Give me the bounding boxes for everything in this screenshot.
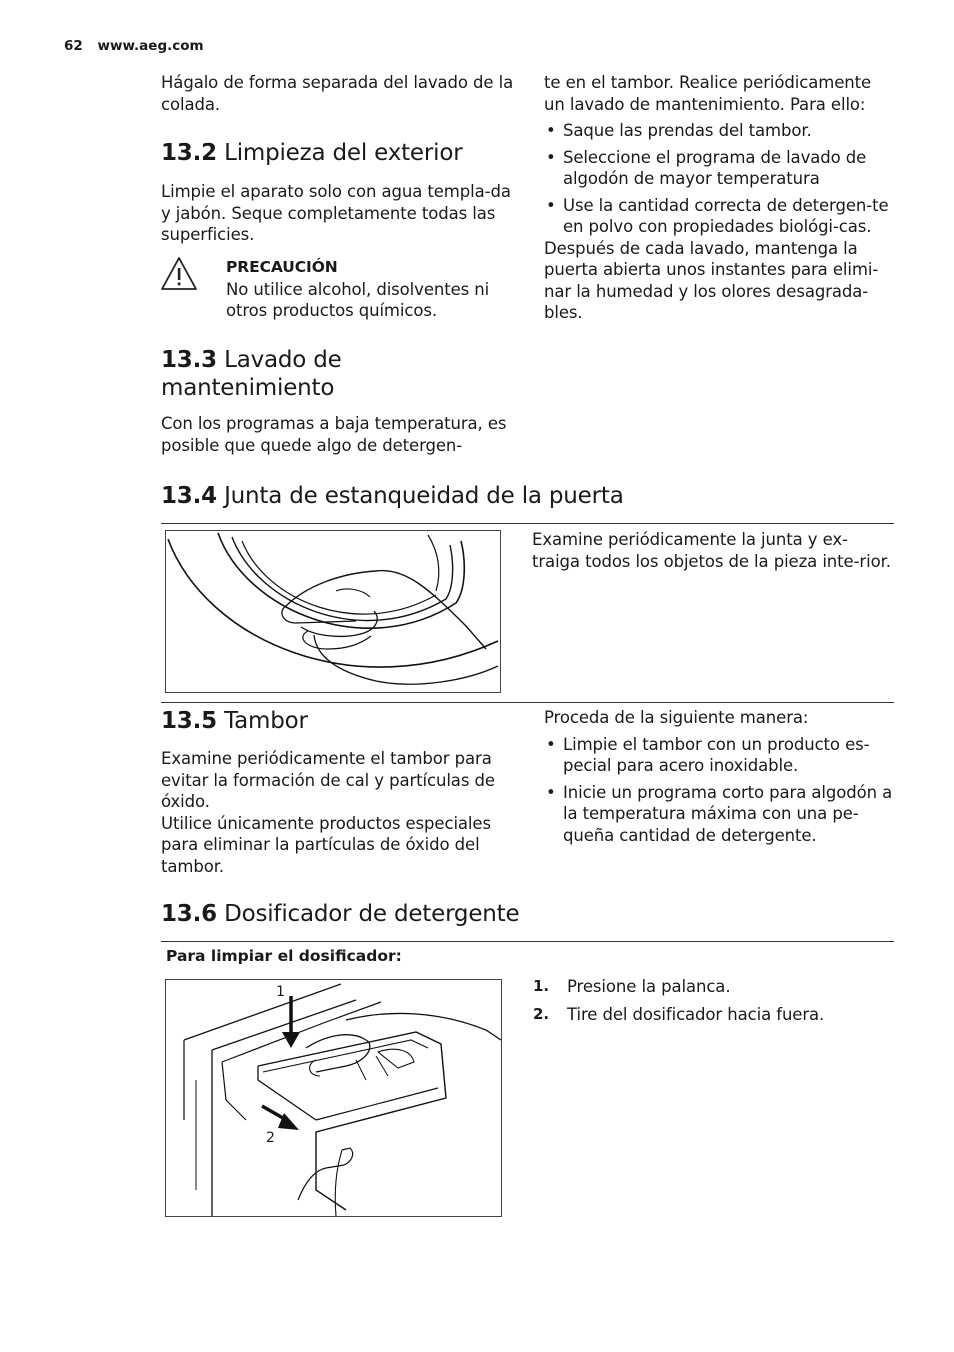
- section-rule: [161, 941, 894, 942]
- step-number: 1.: [533, 977, 549, 995]
- section-13-5-heading: 13.5 Tambor: [161, 708, 308, 734]
- after-wash-text: Después de cada lavado, mantenga la puerta abierta unos instantes para elimi-nar la humedad y los olores desagrada-bles.: [544, 238, 879, 322]
- step-text: Tire del dosificador hacia fuera.: [567, 1004, 825, 1024]
- intro-text: Hágalo de forma separada del lavado de la colada.: [161, 73, 514, 114]
- step-item: [533, 976, 893, 998]
- maintenance-bullets: [544, 120, 894, 238]
- list-item: • Use la cantidad correcta de detergen-te en polvo con propiedades biológi-cas.: [544, 195, 894, 238]
- section-13-4-heading: 13.4 Junta de estanqueidad de la puerta: [161, 483, 624, 509]
- dispenser-subheading: Para limpiar el dosificador:: [166, 947, 402, 965]
- dispenser-steps: [533, 976, 893, 1031]
- dispenser-illustration: [165, 979, 502, 1217]
- step-text: Presione la palanca.: [567, 977, 731, 996]
- caution-text: No utilice alcohol, disolventes ni otros productos químicos.: [226, 279, 490, 320]
- step-item: [533, 1004, 893, 1026]
- section-13-5-body: Examine periódicamente el tambor para evitar la formación de cal y partículas de óxido. Utilice únicamente productos especiales para eliminar la partículas de óxido del tambor.: [161, 749, 495, 876]
- section-13-3-body-continued: te en el tambor. Realice periódicamente un lavado de mantenimiento. Para ello: • Saque las prendas del tambor. • Seleccione el programa de lavado de algodón de mayor temperatura • Use la cantidad correcta de detergen-te en polvo con propiedades biológi-cas. Después de cada lavado, mantenga la puerta abierta unos instantes para elimi-nar la humedad y los olores desagrada-bles.: [544, 72, 894, 324]
- section-13-5-procedure: Proceda de la siguiente manera: • Limpie el tambor con un producto es-pecial para acero inoxidable. • Inicie un programa corto para algodón a la temperatura máxima con una pe-queña cantidad de detergente.: [544, 707, 896, 846]
- list-item: • Saque las prendas del tambor.: [544, 120, 894, 142]
- page-header: [64, 38, 204, 54]
- section-13-2-body: Limpie el aparato solo con agua templa-da y jabón. Seque completamente todas las superficies.: [161, 182, 511, 244]
- drum-bullets: [544, 734, 896, 847]
- caution-box: [226, 257, 516, 322]
- list-item: • Seleccione el programa de lavado de algodón de mayor temperatura: [544, 147, 894, 190]
- section-13-3-body-start: Con los programas a baja temperatura, es posible que quede algo de detergen-: [161, 414, 507, 455]
- page-number: 62: [64, 38, 83, 54]
- caution-title: PRECAUCIÓN: [226, 258, 338, 276]
- step-number: 2.: [533, 1004, 549, 1023]
- section-13-4-body: Examine periódicamente la junta y ex-traiga todos los objetos de la pieza inte-rior.: [532, 530, 891, 571]
- section-13-2-heading: 13.2 Limpieza del exterior: [161, 140, 463, 166]
- list-item: • Inicie un programa corto para algodón a la temperatura máxima con una pe-queña cantidad de detergente.: [544, 782, 896, 847]
- website-link[interactable]: www.aeg.com: [97, 38, 204, 54]
- section-rule: [161, 702, 894, 703]
- caution-icon: [160, 255, 198, 293]
- figure-callout-2: 2: [266, 1130, 275, 1146]
- list-item: • Limpie el tambor con un producto es-pecial para acero inoxidable.: [544, 734, 896, 777]
- section-13-3-heading: 13.3 Lavado de mantenimiento: [161, 347, 342, 401]
- door-seal-illustration: [165, 530, 501, 693]
- section-rule: [161, 523, 894, 524]
- section-13-6-heading: 13.6 Dosificador de detergente: [161, 901, 520, 927]
- figure-callout-1: 1: [276, 984, 285, 1000]
